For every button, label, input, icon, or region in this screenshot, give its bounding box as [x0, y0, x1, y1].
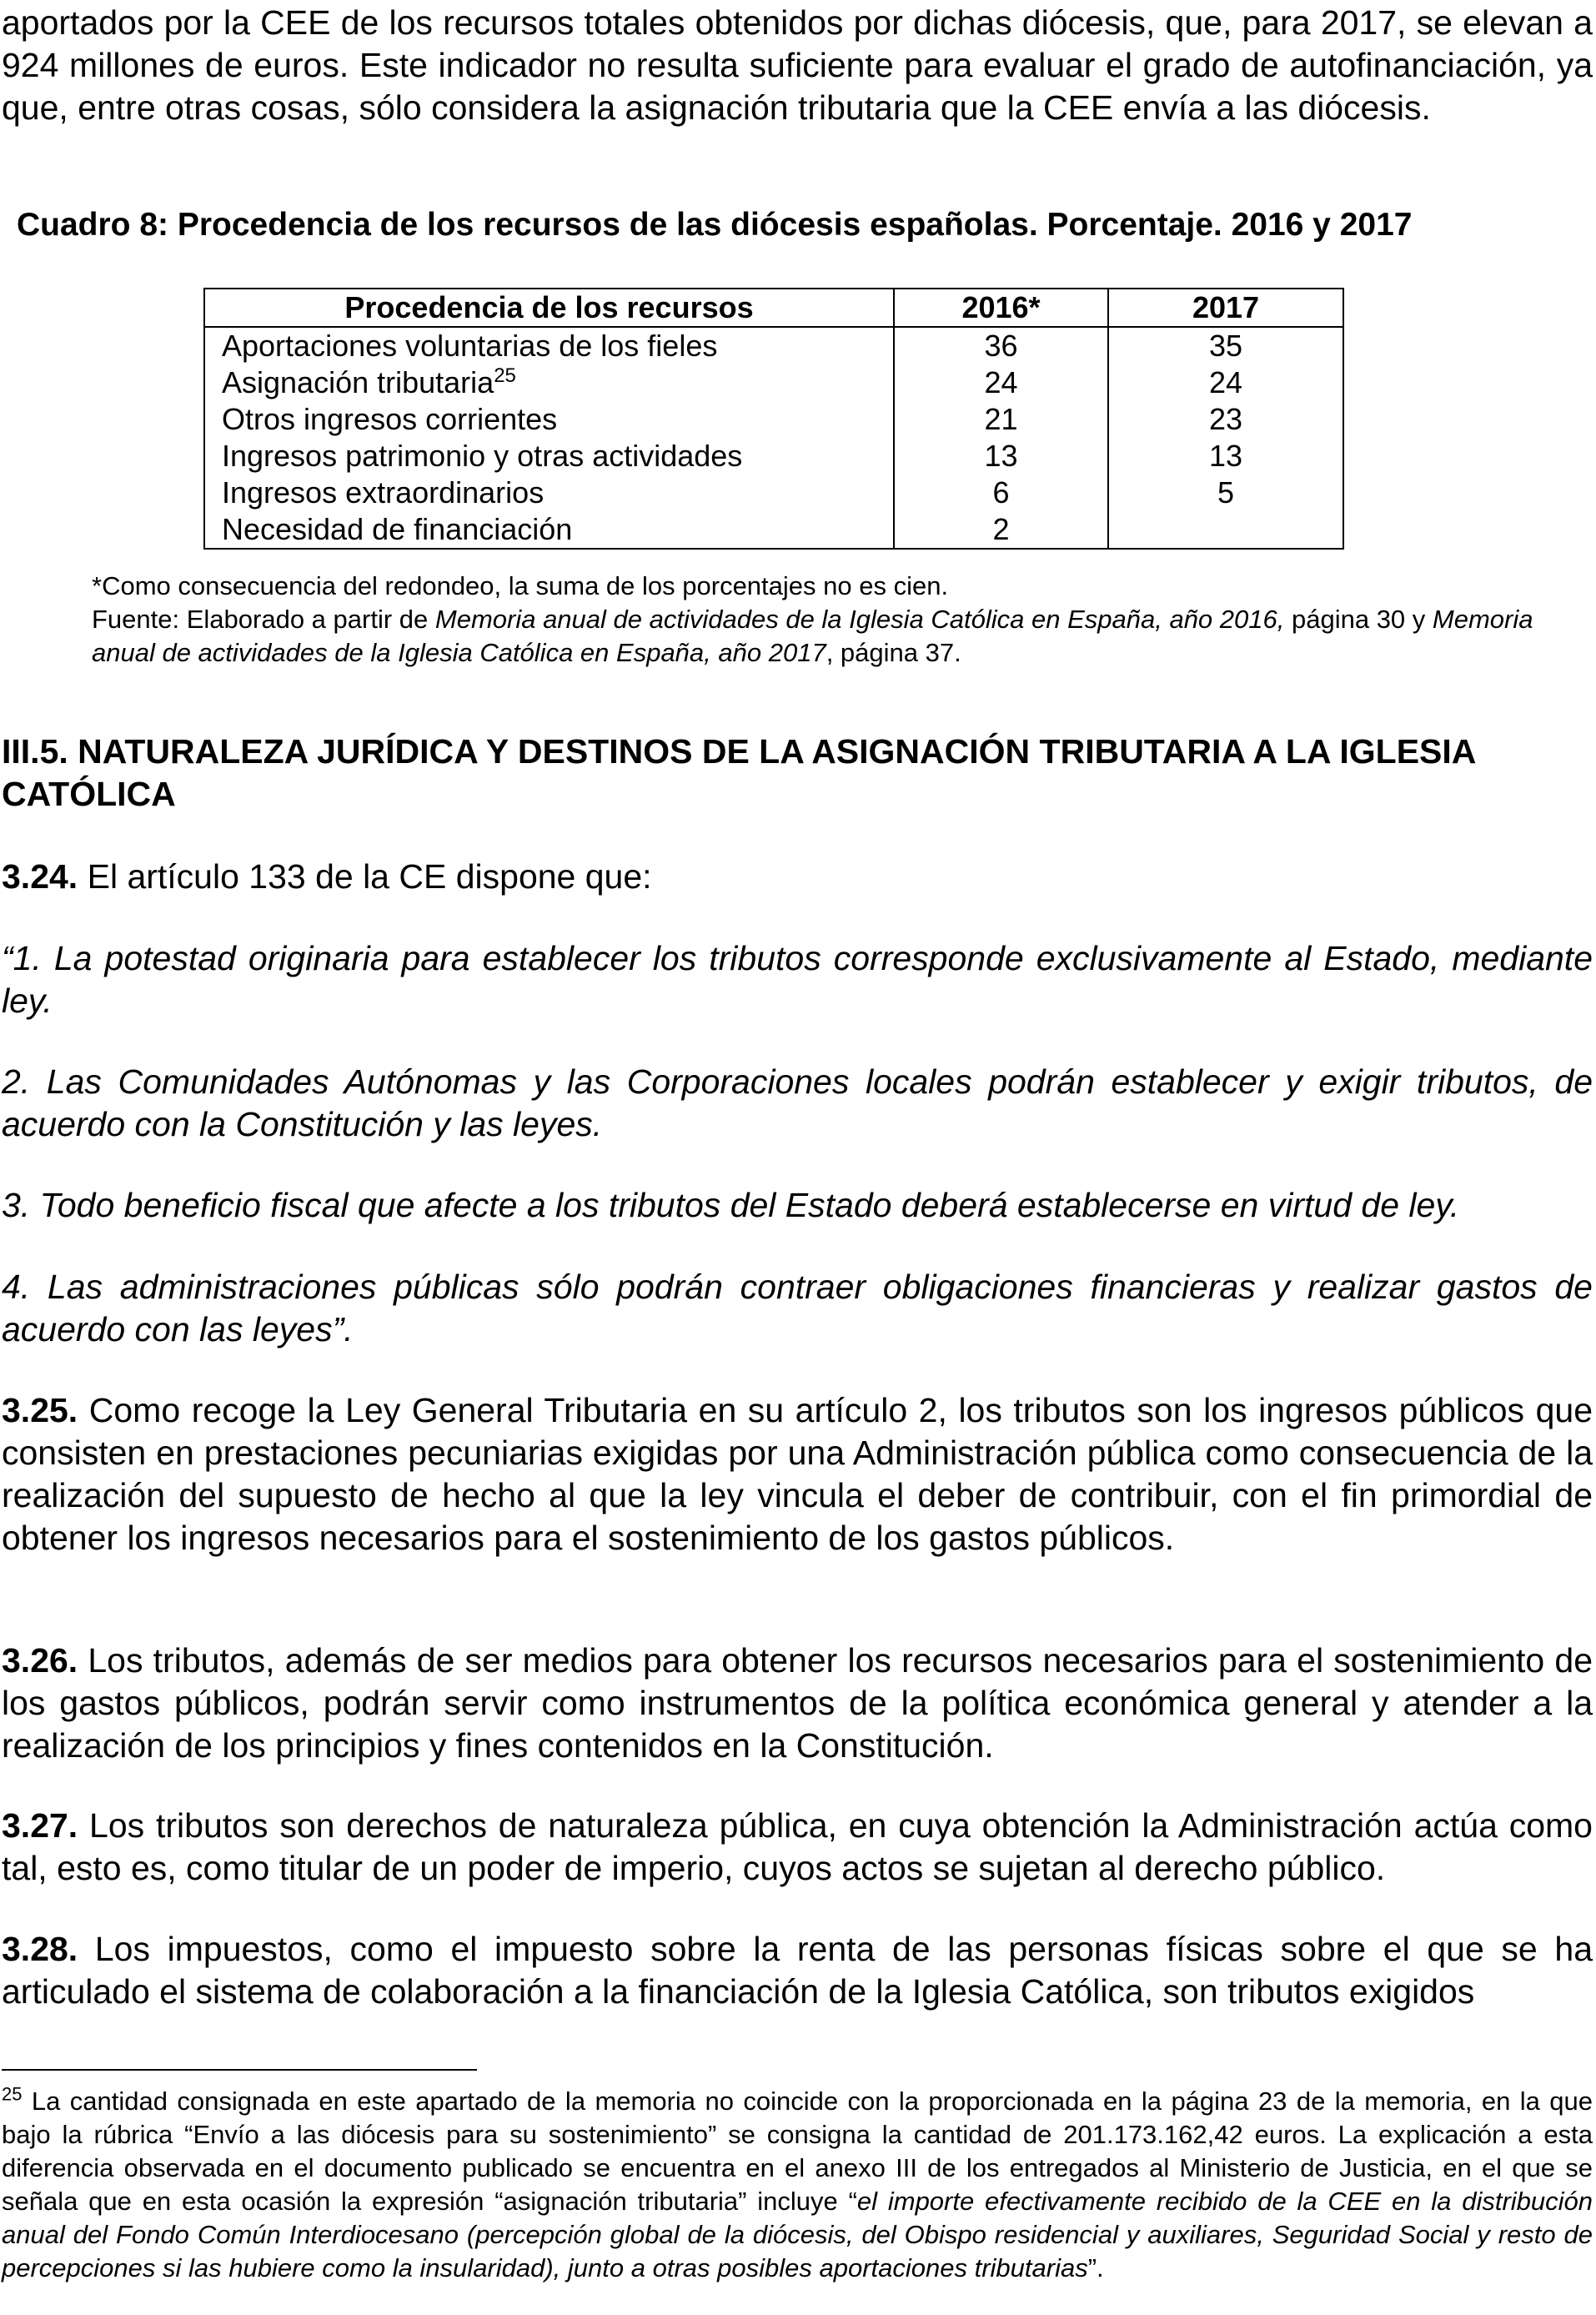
table-caption: Cuadro 8: Procedencia de los recursos de las diócesis españolas. Porcentaje. 2016 y 2017	[17, 207, 1413, 243]
value-2017: 5	[1108, 475, 1343, 511]
table-row	[204, 401, 1343, 438]
row-label	[204, 511, 894, 549]
row-label-text: Necesidad de financiación	[222, 512, 573, 546]
paragraph-number: 3.24.	[2, 857, 78, 896]
row-label-text: Ingresos extraordinarios	[222, 475, 545, 510]
paragraph-text: El artículo 133 de la CE dispone que:	[78, 857, 652, 896]
quote-item: 3. Todo beneficio fiscal que afecte a los tributos del Estado deberá establecerse en virtud de ley.	[2, 1186, 1460, 1224]
footnote-text: La cantidad consignada en este apartado de la memoria no coincide con la proporcionada en la página 23 de la memoria, en la que bajo la rúbrica “Envío a las diócesis para su sostenimiento” se consigna la cantidad de 201.173.162,42 euros. La explicación a esta diferencia observada en el documento publicado se encuentra en el anexo III de los entregados al Ministerio de Justicia, en el que se señala que en esta ocasión la expresión “asignación tributaria” incluye “	[2, 2087, 1593, 2216]
paragraph-text: Los tributos, además de ser medios para obtener los recursos necesarios para el sostenimiento de los gastos públicos, podrán servir como instrumentos de la política económica general y atender a la realización de los principios y fines contenidos en la Constitución.	[2, 1641, 1593, 1765]
source-title-2016: Memoria anual de actividades de la Iglesia Católica en España, año 2016,	[434, 605, 1285, 634]
quote-item: “1. La potestad originaria para establecer los tributos corresponde exclusivamente al Estado, mediante ley.	[2, 939, 1593, 1020]
table-row	[204, 511, 1343, 549]
column-header-2016: 2016*	[894, 289, 1108, 327]
value-2017: 23	[1108, 401, 1343, 438]
footnote-marker: 25	[2, 2083, 23, 2105]
footnote-separator	[2, 2069, 477, 2071]
quote-item: 4. Las administraciones públicas sólo podrán contraer obligaciones financieras y realizar gastos de acuerdo con las leyes”.	[2, 1268, 1593, 1348]
value-2016: 13	[894, 438, 1108, 475]
quote-item: 2. Las Comunidades Autónomas y las Corporaciones locales podrán establecer y exigir tributos, de acuerdo con la Constitución y las leyes.	[2, 1062, 1593, 1143]
paragraph-number: 3.28.	[2, 1930, 78, 1968]
row-label-text: Otros ingresos corrientes	[222, 402, 558, 436]
row-label	[204, 327, 894, 364]
paragraph-number: 3.25.	[2, 1391, 78, 1429]
footnote-end: ”.	[1087, 2253, 1104, 2282]
paragraph-3-28	[2, 1928, 1593, 2013]
paragraph-text: Los impuestos, como el impuesto sobre la renta de las personas físicas sobre el que se ha articulado el sistema de colaboración a la financiación de la Iglesia Católica, son tributos exigidos	[2, 1930, 1593, 2011]
source-title-2017: Memoria anual de actividades de la Iglesia Católica en España, año 2017	[92, 605, 1533, 667]
paragraph-text: Los tributos son derechos de naturaleza pública, en cuya obtención la Administración actúa como tal, esto es, como titular de un poder de imperio, cuyos actos se sujetan al derecho público.	[2, 1806, 1593, 1887]
row-label	[204, 364, 894, 401]
table-note: *Como consecuencia del redondeo, la suma de los porcentajes no es cien.	[92, 571, 949, 600]
value-2016: 2	[894, 511, 1108, 549]
paragraph-3-26	[2, 1640, 1593, 1767]
row-label	[204, 475, 894, 511]
section-heading: III.5. NATURALEZA JURÍDICA Y DESTINOS DE LA ASIGNACIÓN TRIBUTARIA A LA IGLESIA CATÓLICA	[2, 732, 1475, 813]
table-source	[92, 603, 1584, 670]
source-prefix: Fuente: Elaborado a partir de	[92, 605, 435, 634]
value-2017	[1108, 511, 1343, 549]
column-header-2017: 2017	[1108, 289, 1343, 327]
value-2016: 21	[894, 401, 1108, 438]
table-row	[204, 475, 1343, 511]
row-label-text: Aportaciones voluntarias de los fieles	[222, 329, 718, 363]
paragraph-number: 3.26.	[2, 1641, 78, 1680]
table-row	[204, 364, 1343, 401]
row-label-text: Ingresos patrimonio y otras actividades	[222, 439, 743, 473]
table-header-row	[204, 289, 1343, 327]
value-2017: 24	[1108, 364, 1343, 401]
value-2016: 6	[894, 475, 1108, 511]
paragraph-3-27	[2, 1805, 1593, 1890]
column-header-source: Procedencia de los recursos	[204, 289, 894, 327]
table-row	[204, 327, 1343, 364]
value-2016: 36	[894, 327, 1108, 364]
paragraph-text: Como recoge la Ley General Tributaria en su artículo 2, los tributos son los ingresos públicos que consisten en prestaciones pecuniarias exigidas por una Administración pública como consecuencia de la realización del supuesto de hecho al que la ley vincula el deber de contribuir, con el fin primordial de obtener los ingresos necesarios para el sostenimiento de los gastos públicos.	[2, 1391, 1593, 1557]
row-label	[204, 438, 894, 475]
intro-paragraph: aportados por la CEE de los recursos totales obtenidos por dichas diócesis, que, para 2017, se elevan a 924 millones de euros. Este indicador no resulta suficiente para evaluar el grado de autofinanciación, ya que, entre otras cosas, sólo considera la asignación tributaria que la CEE envía a las diócesis.	[2, 3, 1593, 127]
footnote-quote: el importe efectivamente recibido de la CEE en la distribución anual del Fondo Común Interdiocesano (percepción global de la diócesis, del Obispo residencial y auxiliares, Seguridad Social y resto de percepciones si las hubiere como la insularidad), junto a otras posibles aportaciones tributarias	[2, 2187, 1593, 2282]
paragraph-3-24	[2, 856, 1593, 898]
row-label	[204, 401, 894, 438]
footnote-reference: 25	[494, 364, 516, 387]
resources-table	[203, 288, 1344, 550]
value-2016: 24	[894, 364, 1108, 401]
footnote	[2, 2085, 1593, 2285]
value-2017: 35	[1108, 327, 1343, 364]
source-suffix: , página 37.	[826, 638, 961, 667]
paragraph-3-25	[2, 1389, 1593, 1559]
value-2017: 13	[1108, 438, 1343, 475]
paragraph-number: 3.27.	[2, 1806, 78, 1845]
row-label-text: Asignación tributaria	[222, 365, 494, 399]
source-middle: página 30 y	[1284, 605, 1433, 634]
table-row	[204, 438, 1343, 475]
